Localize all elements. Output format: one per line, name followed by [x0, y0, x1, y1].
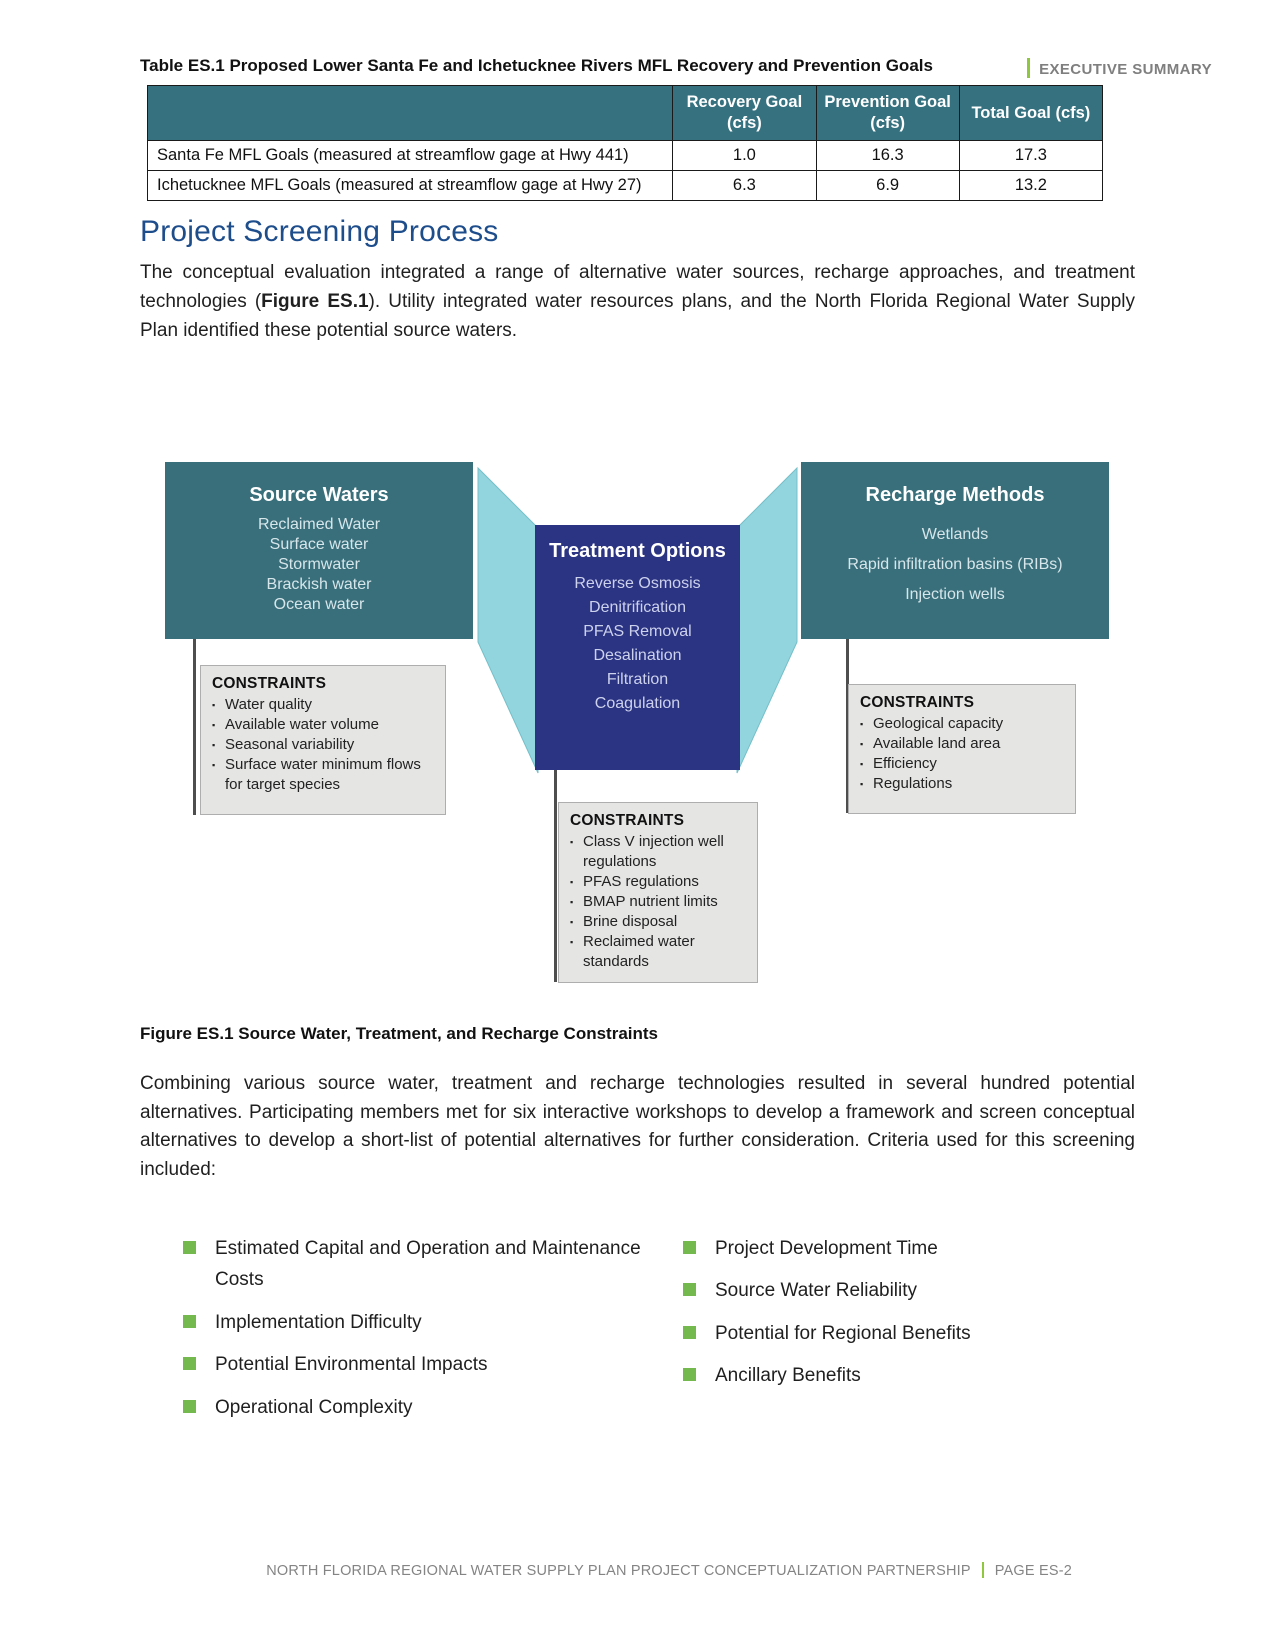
- criteria-column-left: [183, 1233, 643, 1434]
- criteria-item: [183, 1233, 643, 1296]
- bullet-dot-icon: ▪: [860, 718, 864, 729]
- recovery-value-cell: 6.3: [673, 171, 816, 201]
- constraint-text: Available land area: [873, 734, 1001, 752]
- criteria-list: [140, 1233, 1135, 1434]
- table-header-row: [148, 86, 1103, 141]
- figure-caption: Figure ES.1 Source Water, Treatment, and Recharge Constraints: [140, 1023, 659, 1043]
- recharge-methods-items: [801, 520, 1109, 610]
- criteria-text: Potential for Regional Benefits: [715, 1322, 971, 1344]
- intro-paragraph-text: The conceptual evaluation integrated a range of alternative water sources, recharge approaches, and treatment technologies (: [140, 262, 1135, 312]
- footer-text: NORTH FLORIDA REGIONAL WATER SUPPLY PLAN PROJECT CONCEPTUALIZATION PARTNERSHIP: [266, 1563, 971, 1579]
- column-header-total: Total Goal (cfs): [959, 86, 1102, 141]
- bullet-square-icon: [683, 1326, 696, 1339]
- bullet-dot-icon: ▪: [212, 699, 216, 710]
- source-constraints-box: [200, 665, 446, 815]
- source-water-item: Brackish water: [266, 575, 372, 593]
- source-waters-title: Source Waters: [249, 483, 389, 506]
- prevention-value-cell: 16.3: [816, 141, 959, 171]
- intro-paragraph: [140, 259, 1135, 346]
- criteria-text: Potential Environmental Impacts: [215, 1354, 488, 1376]
- recharge-method-item: Injection wells: [905, 585, 1005, 603]
- screening-paragraph: Combining various source water, treatment and recharge technologies resulted in several hundred potential alternatives. Participating members met for six interactive workshops to develop a framework and screen conceptual alternatives to develop a short-list of potential alternatives for further consideration. Criteria used for this screening included:: [140, 1072, 1135, 1181]
- criteria-text: Project Development Time: [715, 1238, 938, 1260]
- treatment-options-title: Treatment Options: [549, 539, 726, 562]
- bullet-dot-icon: ▪: [570, 876, 574, 887]
- source-waters-box: [165, 462, 473, 639]
- criteria-item: [683, 1360, 1135, 1391]
- constraint-text: Available water volume: [225, 715, 379, 733]
- constraint-text: Reclaimed water standards: [583, 932, 695, 970]
- constraint-text: Seasonal variability: [225, 735, 355, 753]
- criteria-text: Operational Complexity: [215, 1396, 413, 1418]
- funnel-left-shape: [478, 468, 538, 773]
- criteria-item: [683, 1275, 1135, 1306]
- bullet-square-icon: [183, 1400, 196, 1413]
- table-row: [148, 171, 1103, 201]
- mfl-goals-table: [147, 85, 1103, 201]
- treatment-option-item: Filtration: [606, 670, 669, 688]
- bullet-dot-icon: ▪: [570, 896, 574, 907]
- prevention-value-cell: 6.9: [816, 171, 959, 201]
- constraints-title: CONSTRAINTS: [212, 674, 327, 692]
- treatment-constraints-list: [570, 832, 746, 972]
- bullet-dot-icon: ▪: [212, 739, 216, 750]
- table-row: [148, 141, 1103, 171]
- source-waters-items: [165, 515, 473, 615]
- bullet-square-icon: [683, 1368, 696, 1381]
- source-constraints-list: [212, 695, 434, 795]
- treatment-option-item: Coagulation: [594, 694, 681, 712]
- constraint-item: [212, 735, 434, 755]
- total-value-cell: 17.3: [959, 141, 1102, 171]
- bullet-dot-icon: ▪: [212, 719, 216, 730]
- page-footer: [140, 1562, 1072, 1579]
- constraint-text: Class V injection well regulations: [583, 832, 724, 870]
- bullet-dot-icon: ▪: [860, 758, 864, 769]
- treatment-option-item: Denitrification: [589, 598, 686, 616]
- source-water-item: Ocean water: [273, 595, 365, 613]
- recharge-method-item: Wetlands: [921, 525, 989, 543]
- intro-paragraph-text-end: ). Utility integrated water resources plans, and the North Florida Regional Water Supply Plan identified these potential source waters.: [140, 290, 1136, 341]
- constraint-item: [570, 872, 746, 892]
- constraint-text: Regulations: [873, 774, 953, 792]
- funnel-right-shape: [737, 468, 797, 773]
- constraint-item: [860, 734, 1064, 754]
- bullet-square-icon: [183, 1315, 196, 1328]
- constraint-item: [860, 774, 1064, 794]
- recharge-method-item: Rapid infiltration basins (RIBs): [847, 555, 1063, 573]
- treatment-option-item: PFAS Removal: [583, 622, 692, 640]
- treatment-options-box: [535, 525, 740, 770]
- constraint-text: BMAP nutrient limits: [583, 892, 718, 910]
- row-label-cell: Santa Fe MFL Goals (measured at streamflow gage at Hwy 441): [148, 141, 673, 171]
- constraint-item: [570, 932, 746, 972]
- criteria-column-right: [643, 1233, 1135, 1434]
- criteria-text: Ancillary Benefits: [715, 1365, 861, 1387]
- bullet-dot-icon: ▪: [570, 836, 574, 847]
- treatment-options-items: [545, 572, 730, 716]
- constraint-text: Water quality: [225, 695, 312, 713]
- recovery-value-cell: 1.0: [673, 141, 816, 171]
- source-water-item: Stormwater: [278, 555, 360, 573]
- constraint-text: Surface water minimum flows for target species: [225, 755, 421, 793]
- source-water-item: Surface water: [269, 535, 369, 553]
- criteria-item: [183, 1349, 643, 1380]
- constraint-item: [570, 892, 746, 912]
- bullet-square-icon: [683, 1241, 696, 1254]
- constraint-item: [860, 714, 1064, 734]
- bullet-dot-icon: ▪: [860, 778, 864, 789]
- column-header-recovery: Recovery Goal (cfs): [673, 86, 816, 141]
- constraint-item: [212, 695, 434, 715]
- bullet-square-icon: [183, 1357, 196, 1370]
- constraint-text: Brine disposal: [583, 912, 678, 930]
- treatment-constraints-box: [558, 802, 758, 983]
- criteria-text: Source Water Reliability: [715, 1280, 918, 1302]
- criteria-item: [683, 1233, 1135, 1264]
- bullet-square-icon: [183, 1241, 196, 1254]
- criteria-text: Estimated Capital and Operation and Maintenance Costs: [215, 1238, 641, 1291]
- constraint-item: [570, 912, 746, 932]
- table-title: Table ES.1 Proposed Lower Santa Fe and Ichetucknee Rivers MFL Recovery and Prevention Goals: [140, 56, 933, 75]
- criteria-text: Implementation Difficulty: [215, 1311, 422, 1333]
- recharge-constraints-box: [848, 684, 1076, 814]
- constraint-item: [860, 754, 1064, 774]
- row-label-cell: Ichetucknee MFL Goals (measured at streamflow gage at Hwy 27): [148, 171, 673, 201]
- treatment-option-item: Desalination: [593, 646, 682, 664]
- constraint-item: [212, 755, 434, 795]
- constraints-title: CONSTRAINTS: [570, 811, 685, 829]
- constraint-text: PFAS regulations: [583, 872, 699, 890]
- total-value-cell: 13.2: [959, 171, 1102, 201]
- treatment-option-item: Reverse Osmosis: [574, 574, 701, 592]
- constraint-text: Geological capacity: [873, 714, 1004, 732]
- constraint-text: Efficiency: [873, 754, 937, 772]
- bullet-square-icon: [683, 1283, 696, 1296]
- source-water-item: Reclaimed Water: [257, 515, 381, 533]
- criteria-item: [183, 1307, 643, 1338]
- column-header-prevention: Prevention Goal (cfs): [816, 86, 959, 141]
- constraints-title: CONSTRAINTS: [860, 693, 975, 711]
- section-heading: Project Screening Process: [140, 215, 499, 248]
- recharge-constraints-list: [860, 714, 1064, 794]
- header-section-label: EXECUTIVE SUMMARY: [1039, 61, 1212, 78]
- criteria-item: [183, 1392, 643, 1423]
- criteria-item: [683, 1318, 1135, 1349]
- figure-es1-diagram: [140, 432, 1135, 990]
- footer-page-label: PAGE ES-2: [994, 1563, 1072, 1579]
- bullet-dot-icon: ▪: [212, 759, 216, 770]
- bullet-dot-icon: ▪: [860, 738, 864, 749]
- footer-separator-bar: [982, 1562, 984, 1578]
- constraint-item: [212, 715, 434, 735]
- page-content: [140, 0, 1135, 1434]
- figure-reference: Figure ES.1: [261, 290, 369, 312]
- recharge-methods-title: Recharge Methods: [865, 483, 1045, 506]
- bullet-dot-icon: ▪: [570, 916, 574, 927]
- column-header-blank: [148, 86, 673, 141]
- recharge-methods-box: [801, 462, 1109, 639]
- constraint-item: [570, 832, 746, 872]
- bullet-dot-icon: ▪: [570, 936, 574, 947]
